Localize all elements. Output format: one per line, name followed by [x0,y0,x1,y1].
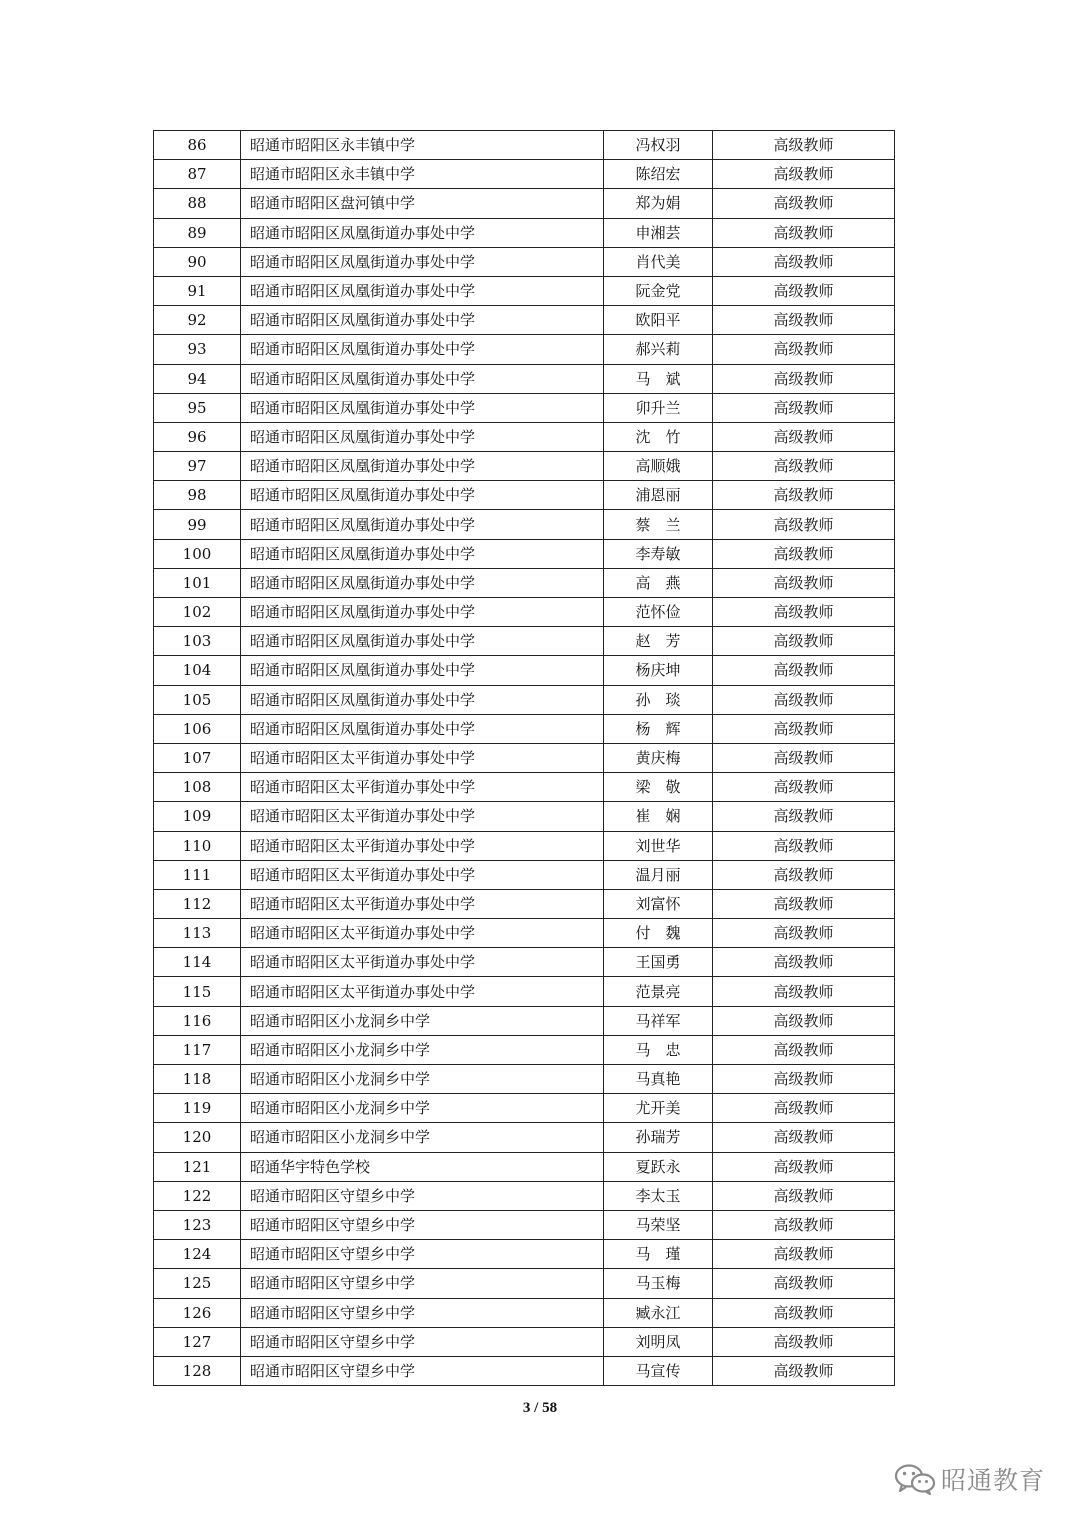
teacher-name-cell: 刘富怀 [604,889,713,918]
row-number-cell: 128 [154,1356,241,1385]
row-number-cell: 103 [154,627,241,656]
row-number-cell: 122 [154,1181,241,1210]
title-cell: 高级教师 [713,948,895,977]
teacher-name-cell: 刘明凤 [604,1327,713,1356]
teacher-name-cell: 尤开美 [604,1094,713,1123]
school-cell: 昭通市昭阳区凤凰街道办事处中学 [241,510,604,539]
school-cell: 昭通市昭阳区凤凰街道办事处中学 [241,598,604,627]
school-cell: 昭通华宇特色学校 [241,1152,604,1181]
school-cell: 昭通市昭阳区守望乡中学 [241,1269,604,1298]
teacher-name-cell: 浦恩丽 [604,481,713,510]
table-row [154,714,895,743]
row-number-cell: 91 [154,276,241,305]
title-cell: 高级教师 [713,1123,895,1152]
table-row [154,1181,895,1210]
teacher-name-cell: 臧永江 [604,1298,713,1327]
teacher-name-cell: 欧阳平 [604,306,713,335]
table-row [154,1152,895,1181]
teacher-name-cell: 崔 娴 [604,802,713,831]
table-row [154,160,895,189]
row-number-cell: 94 [154,364,241,393]
row-number-cell: 119 [154,1094,241,1123]
wechat-icon [893,1462,937,1496]
table-row [154,422,895,451]
title-cell: 高级教师 [713,539,895,568]
table-row [154,131,895,160]
title-cell: 高级教师 [713,1035,895,1064]
table-row [154,1298,895,1327]
title-cell: 高级教师 [713,977,895,1006]
teacher-name-cell: 李太玉 [604,1181,713,1210]
row-number-cell: 124 [154,1240,241,1269]
title-cell: 高级教师 [713,481,895,510]
row-number-cell: 104 [154,656,241,685]
watermark [893,1459,1045,1499]
row-number-cell: 126 [154,1298,241,1327]
title-cell: 高级教师 [713,510,895,539]
table-row [154,977,895,1006]
teacher-name-cell: 赵 芳 [604,627,713,656]
teacher-name-cell: 范景亮 [604,977,713,1006]
row-number-cell: 93 [154,335,241,364]
teacher-name-cell: 马玉梅 [604,1269,713,1298]
title-cell: 高级教师 [713,306,895,335]
school-cell: 昭通市昭阳区凤凰街道办事处中学 [241,276,604,305]
school-cell: 昭通市昭阳区凤凰街道办事处中学 [241,364,604,393]
teacher-name-cell: 刘世华 [604,831,713,860]
title-cell: 高级教师 [713,1152,895,1181]
title-cell: 高级教师 [713,743,895,772]
row-number-cell: 118 [154,1065,241,1094]
table-row [154,1006,895,1035]
school-cell: 昭通市昭阳区太平街道办事处中学 [241,860,604,889]
teacher-list-table [153,130,895,1386]
row-number-cell: 113 [154,919,241,948]
teacher-name-cell: 马 瑾 [604,1240,713,1269]
table-row [154,1065,895,1094]
teacher-name-cell: 黄庆梅 [604,743,713,772]
teacher-name-cell: 阮金党 [604,276,713,305]
row-number-cell: 109 [154,802,241,831]
row-number-cell: 117 [154,1035,241,1064]
school-cell: 昭通市昭阳区守望乡中学 [241,1356,604,1385]
school-cell: 昭通市昭阳区太平街道办事处中学 [241,919,604,948]
table-row [154,919,895,948]
row-number-cell: 110 [154,831,241,860]
school-cell: 昭通市昭阳区太平街道办事处中学 [241,802,604,831]
row-number-cell: 105 [154,685,241,714]
table-row [154,831,895,860]
title-cell: 高级教师 [713,1094,895,1123]
teacher-name-cell: 肖代美 [604,247,713,276]
table-row [154,364,895,393]
table-row [154,247,895,276]
title-cell: 高级教师 [713,1327,895,1356]
teacher-name-cell: 夏跃永 [604,1152,713,1181]
school-cell: 昭通市昭阳区小龙洞乡中学 [241,1035,604,1064]
teacher-name-cell: 付 魏 [604,919,713,948]
school-cell: 昭通市昭阳区太平街道办事处中学 [241,773,604,802]
table-row [154,860,895,889]
table-row [154,1094,895,1123]
table-row [154,510,895,539]
school-cell: 昭通市昭阳区太平街道办事处中学 [241,743,604,772]
teacher-name-cell: 沈 竹 [604,422,713,451]
page-number: 3 / 58 [522,1400,558,1416]
school-cell: 昭通市昭阳区盘河镇中学 [241,189,604,218]
title-cell: 高级教师 [713,335,895,364]
table-row [154,189,895,218]
teacher-name-cell: 梁 敬 [604,773,713,802]
table-row [154,948,895,977]
table-row [154,1123,895,1152]
school-cell: 昭通市昭阳区太平街道办事处中学 [241,977,604,1006]
school-cell: 昭通市昭阳区凤凰街道办事处中学 [241,539,604,568]
table-row [154,1210,895,1239]
school-cell: 昭通市昭阳区凤凰街道办事处中学 [241,393,604,422]
title-cell: 高级教师 [713,685,895,714]
title-cell: 高级教师 [713,247,895,276]
teacher-name-cell: 马宣传 [604,1356,713,1385]
row-number-cell: 86 [154,131,241,160]
table-row [154,218,895,247]
title-cell: 高级教师 [713,1181,895,1210]
table-row [154,276,895,305]
table-row [154,685,895,714]
row-number-cell: 106 [154,714,241,743]
school-cell: 昭通市昭阳区凤凰街道办事处中学 [241,335,604,364]
title-cell: 高级教师 [713,131,895,160]
teacher-name-cell: 郑为娟 [604,189,713,218]
title-cell: 高级教师 [713,889,895,918]
school-cell: 昭通市昭阳区凤凰街道办事处中学 [241,247,604,276]
title-cell: 高级教师 [713,1006,895,1035]
title-cell: 高级教师 [713,364,895,393]
row-number-cell: 97 [154,452,241,481]
row-number-cell: 108 [154,773,241,802]
table-row [154,1269,895,1298]
teacher-name-cell: 温月丽 [604,860,713,889]
title-cell: 高级教师 [713,1210,895,1239]
teacher-name-cell: 高 燕 [604,568,713,597]
title-cell: 高级教师 [713,802,895,831]
teacher-name-cell: 孙瑞芳 [604,1123,713,1152]
title-cell: 高级教师 [713,218,895,247]
row-number-cell: 89 [154,218,241,247]
table-row [154,335,895,364]
row-number-cell: 107 [154,743,241,772]
teacher-name-cell: 高顺娥 [604,452,713,481]
title-cell: 高级教师 [713,452,895,481]
row-number-cell: 102 [154,598,241,627]
title-cell: 高级教师 [713,568,895,597]
title-cell: 高级教师 [713,1269,895,1298]
row-number-cell: 120 [154,1123,241,1152]
title-cell: 高级教师 [713,276,895,305]
teacher-name-cell: 马祥军 [604,1006,713,1035]
teacher-name-cell: 孙 琰 [604,685,713,714]
school-cell: 昭通市昭阳区永丰镇中学 [241,160,604,189]
teacher-name-cell: 杨庆坤 [604,656,713,685]
school-cell: 昭通市昭阳区凤凰街道办事处中学 [241,568,604,597]
row-number-cell: 95 [154,393,241,422]
row-number-cell: 101 [154,568,241,597]
row-number-cell: 96 [154,422,241,451]
teacher-name-cell: 陈绍宏 [604,160,713,189]
table-row [154,481,895,510]
school-cell: 昭通市昭阳区小龙洞乡中学 [241,1006,604,1035]
table-row [154,656,895,685]
title-cell: 高级教师 [713,860,895,889]
table-row [154,1356,895,1385]
school-cell: 昭通市昭阳区守望乡中学 [241,1181,604,1210]
row-number-cell: 99 [154,510,241,539]
school-cell: 昭通市昭阳区凤凰街道办事处中学 [241,656,604,685]
title-cell: 高级教师 [713,831,895,860]
row-number-cell: 87 [154,160,241,189]
table-row [154,1327,895,1356]
school-cell: 昭通市昭阳区太平街道办事处中学 [241,831,604,860]
teacher-name-cell: 冯权羽 [604,131,713,160]
row-number-cell: 88 [154,189,241,218]
row-number-cell: 127 [154,1327,241,1356]
row-number-cell: 116 [154,1006,241,1035]
table-row [154,1035,895,1064]
teacher-name-cell: 申湘芸 [604,218,713,247]
title-cell: 高级教师 [713,598,895,627]
title-cell: 高级教师 [713,160,895,189]
teacher-name-cell: 马真艳 [604,1065,713,1094]
school-cell: 昭通市昭阳区小龙洞乡中学 [241,1065,604,1094]
title-cell: 高级教师 [713,656,895,685]
teacher-name-cell: 杨 辉 [604,714,713,743]
table-row [154,1240,895,1269]
title-cell: 高级教师 [713,1298,895,1327]
row-number-cell: 92 [154,306,241,335]
teacher-name-cell: 李寿敏 [604,539,713,568]
title-cell: 高级教师 [713,422,895,451]
table-row [154,627,895,656]
row-number-cell: 90 [154,247,241,276]
school-cell: 昭通市昭阳区凤凰街道办事处中学 [241,218,604,247]
table-row [154,306,895,335]
school-cell: 昭通市昭阳区小龙洞乡中学 [241,1123,604,1152]
watermark-text: 昭通教育 [941,1466,1046,1495]
table-row [154,393,895,422]
table-row [154,802,895,831]
school-cell: 昭通市昭阳区凤凰街道办事处中学 [241,422,604,451]
school-cell: 昭通市昭阳区凤凰街道办事处中学 [241,714,604,743]
school-cell: 昭通市昭阳区守望乡中学 [241,1210,604,1239]
row-number-cell: 115 [154,977,241,1006]
school-cell: 昭通市昭阳区太平街道办事处中学 [241,948,604,977]
teacher-name-cell: 马 忠 [604,1035,713,1064]
school-cell: 昭通市昭阳区永丰镇中学 [241,131,604,160]
table-row [154,452,895,481]
table-row [154,773,895,802]
row-number-cell: 98 [154,481,241,510]
school-cell: 昭通市昭阳区守望乡中学 [241,1298,604,1327]
teacher-name-cell: 卯升兰 [604,393,713,422]
teacher-name-cell: 蔡 兰 [604,510,713,539]
row-number-cell: 100 [154,539,241,568]
teacher-name-cell: 马 斌 [604,364,713,393]
title-cell: 高级教师 [713,714,895,743]
row-number-cell: 111 [154,860,241,889]
school-cell: 昭通市昭阳区守望乡中学 [241,1327,604,1356]
table-row [154,889,895,918]
school-cell: 昭通市昭阳区凤凰街道办事处中学 [241,627,604,656]
teacher-list-body [154,131,895,1386]
row-number-cell: 123 [154,1210,241,1239]
school-cell: 昭通市昭阳区小龙洞乡中学 [241,1094,604,1123]
table-row [154,743,895,772]
row-number-cell: 125 [154,1269,241,1298]
title-cell: 高级教师 [713,1356,895,1385]
title-cell: 高级教师 [713,1240,895,1269]
row-number-cell: 112 [154,889,241,918]
title-cell: 高级教师 [713,773,895,802]
teacher-name-cell: 王国勇 [604,948,713,977]
title-cell: 高级教师 [713,919,895,948]
table-row [154,598,895,627]
row-number-cell: 121 [154,1152,241,1181]
title-cell: 高级教师 [713,189,895,218]
table-row [154,568,895,597]
school-cell: 昭通市昭阳区凤凰街道办事处中学 [241,452,604,481]
school-cell: 昭通市昭阳区守望乡中学 [241,1240,604,1269]
title-cell: 高级教师 [713,627,895,656]
school-cell: 昭通市昭阳区太平街道办事处中学 [241,889,604,918]
row-number-cell: 114 [154,948,241,977]
school-cell: 昭通市昭阳区凤凰街道办事处中学 [241,685,604,714]
teacher-name-cell: 郝兴莉 [604,335,713,364]
teacher-name-cell: 范怀俭 [604,598,713,627]
title-cell: 高级教师 [713,1065,895,1094]
table-row [154,539,895,568]
teacher-name-cell: 马荣坚 [604,1210,713,1239]
title-cell: 高级教师 [713,393,895,422]
school-cell: 昭通市昭阳区凤凰街道办事处中学 [241,481,604,510]
school-cell: 昭通市昭阳区凤凰街道办事处中学 [241,306,604,335]
